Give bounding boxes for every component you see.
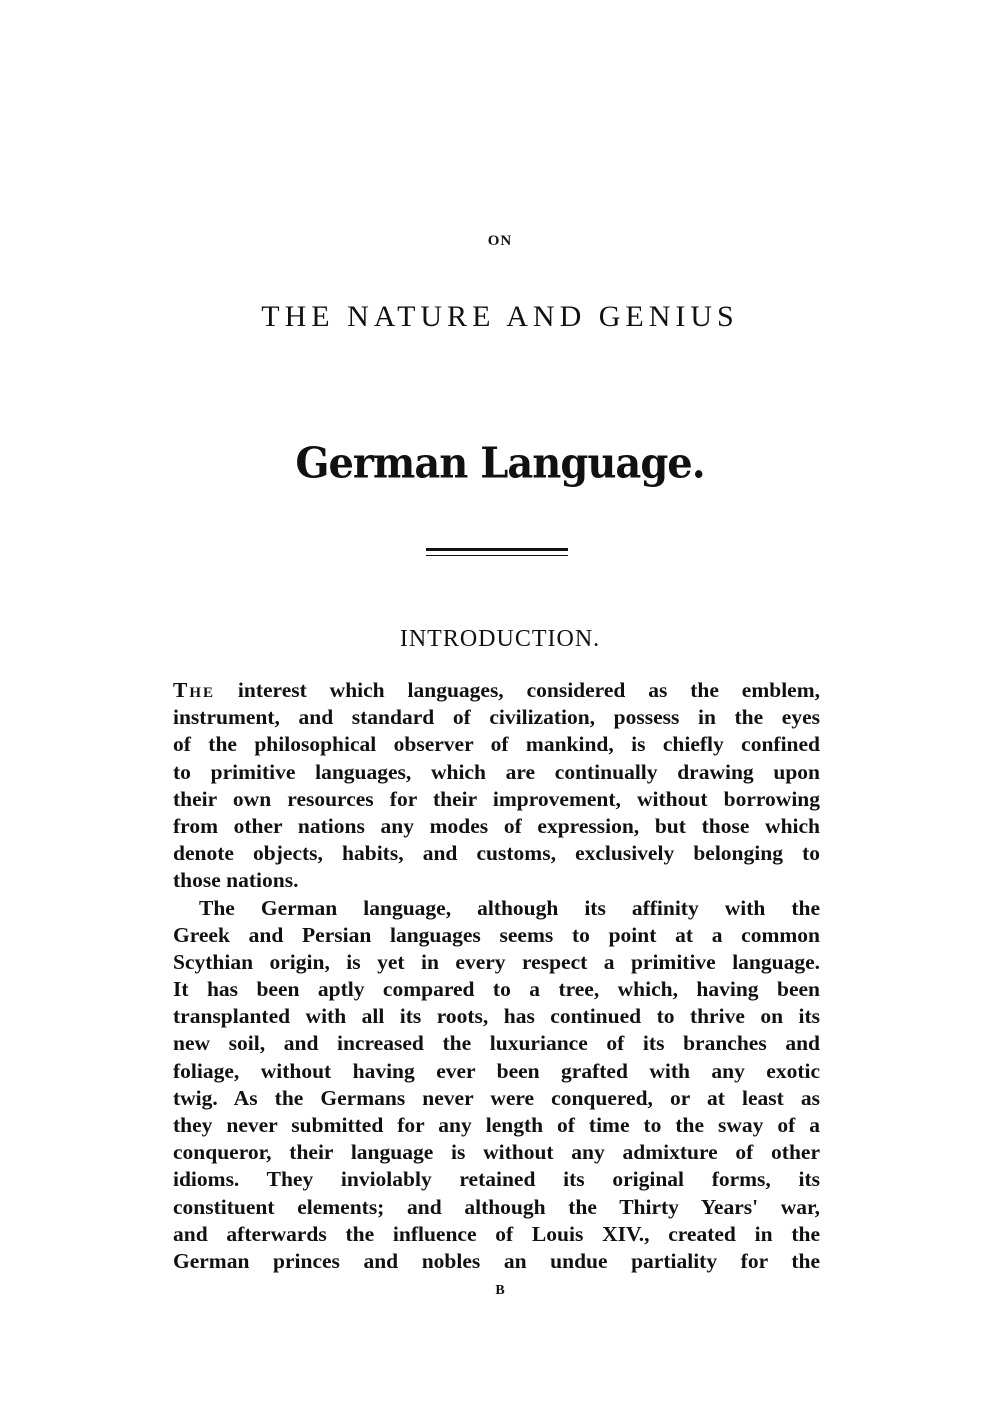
paragraph-1-line: to primitive languages, which are continually drawing upon — [173, 759, 820, 784]
section-title: INTRODUCTION. — [399, 626, 601, 652]
paragraph-1-line: from other nations any modes of expression, but those which — [173, 813, 820, 838]
decorative-rule-thick — [426, 548, 568, 551]
paragraph-2-line: German princes and nobles an undue partiality for the — [173, 1248, 820, 1273]
paragraph-2-line: foliage, without having ever been grafted with any exotic — [173, 1058, 820, 1083]
paragraph-2-line: and afterwards the influence of Louis XIV., created in the — [173, 1221, 820, 1246]
paragraph-1-line-0 — [173, 677, 820, 704]
heading-title: THE NATURE AND GENIUS — [261, 300, 739, 333]
paragraph-2-line: The German language, although its affinity with the — [199, 895, 820, 920]
paragraph-2-line: new soil, and increased the luxuriance of its branches and — [173, 1031, 820, 1056]
paragraph-2-line: constituent elements; and although the Thirty Years' war, — [173, 1194, 820, 1219]
paragraph-2-line: twig. As the Germans never were conquered, or at least as — [173, 1085, 820, 1110]
paragraph-1-line: their own resources for their improvement, without borrowing — [173, 786, 820, 811]
paragraph-2-line: Scythian origin, is yet in every respect a primitive language. — [173, 949, 820, 974]
paragraph-1-line-0-rest: interest which languages, considered as the emblem, — [215, 678, 820, 702]
heading-subtitle: German Language. — [295, 438, 705, 489]
paragraph-1-line: those nations. — [173, 868, 299, 893]
paragraph-2-line: Greek and Persian languages seems to point at a common — [173, 922, 820, 947]
paragraph-2-line: they never submitted for any length of time to the sway of a — [173, 1113, 820, 1137]
paragraph-2-line: idioms. They inviolably retained its original forms, its — [173, 1167, 820, 1192]
body-text — [173, 677, 820, 1275]
paragraph-2-line: conqueror, their language is without any admixture of other — [173, 1140, 820, 1165]
paragraph-1-line: instrument, and standard of civilization, possess in the eyes — [173, 705, 820, 730]
drop-word: The — [173, 678, 216, 702]
paragraph-1-line: denote objects, habits, and customs, exclusively belonging to — [173, 841, 820, 866]
heading-on: ON — [487, 233, 513, 249]
paragraph-2-line: transplanted with all its roots, has continued to thrive on its — [173, 1004, 820, 1029]
paragraph-2-line: It has been aptly compared to a tree, which, having been — [173, 977, 820, 1002]
signature-mark: B — [495, 1283, 505, 1298]
decorative-rule-thin — [426, 555, 568, 556]
paragraph-1-line: of the philosophical observer of mankind, is chiefly confined — [173, 732, 820, 757]
